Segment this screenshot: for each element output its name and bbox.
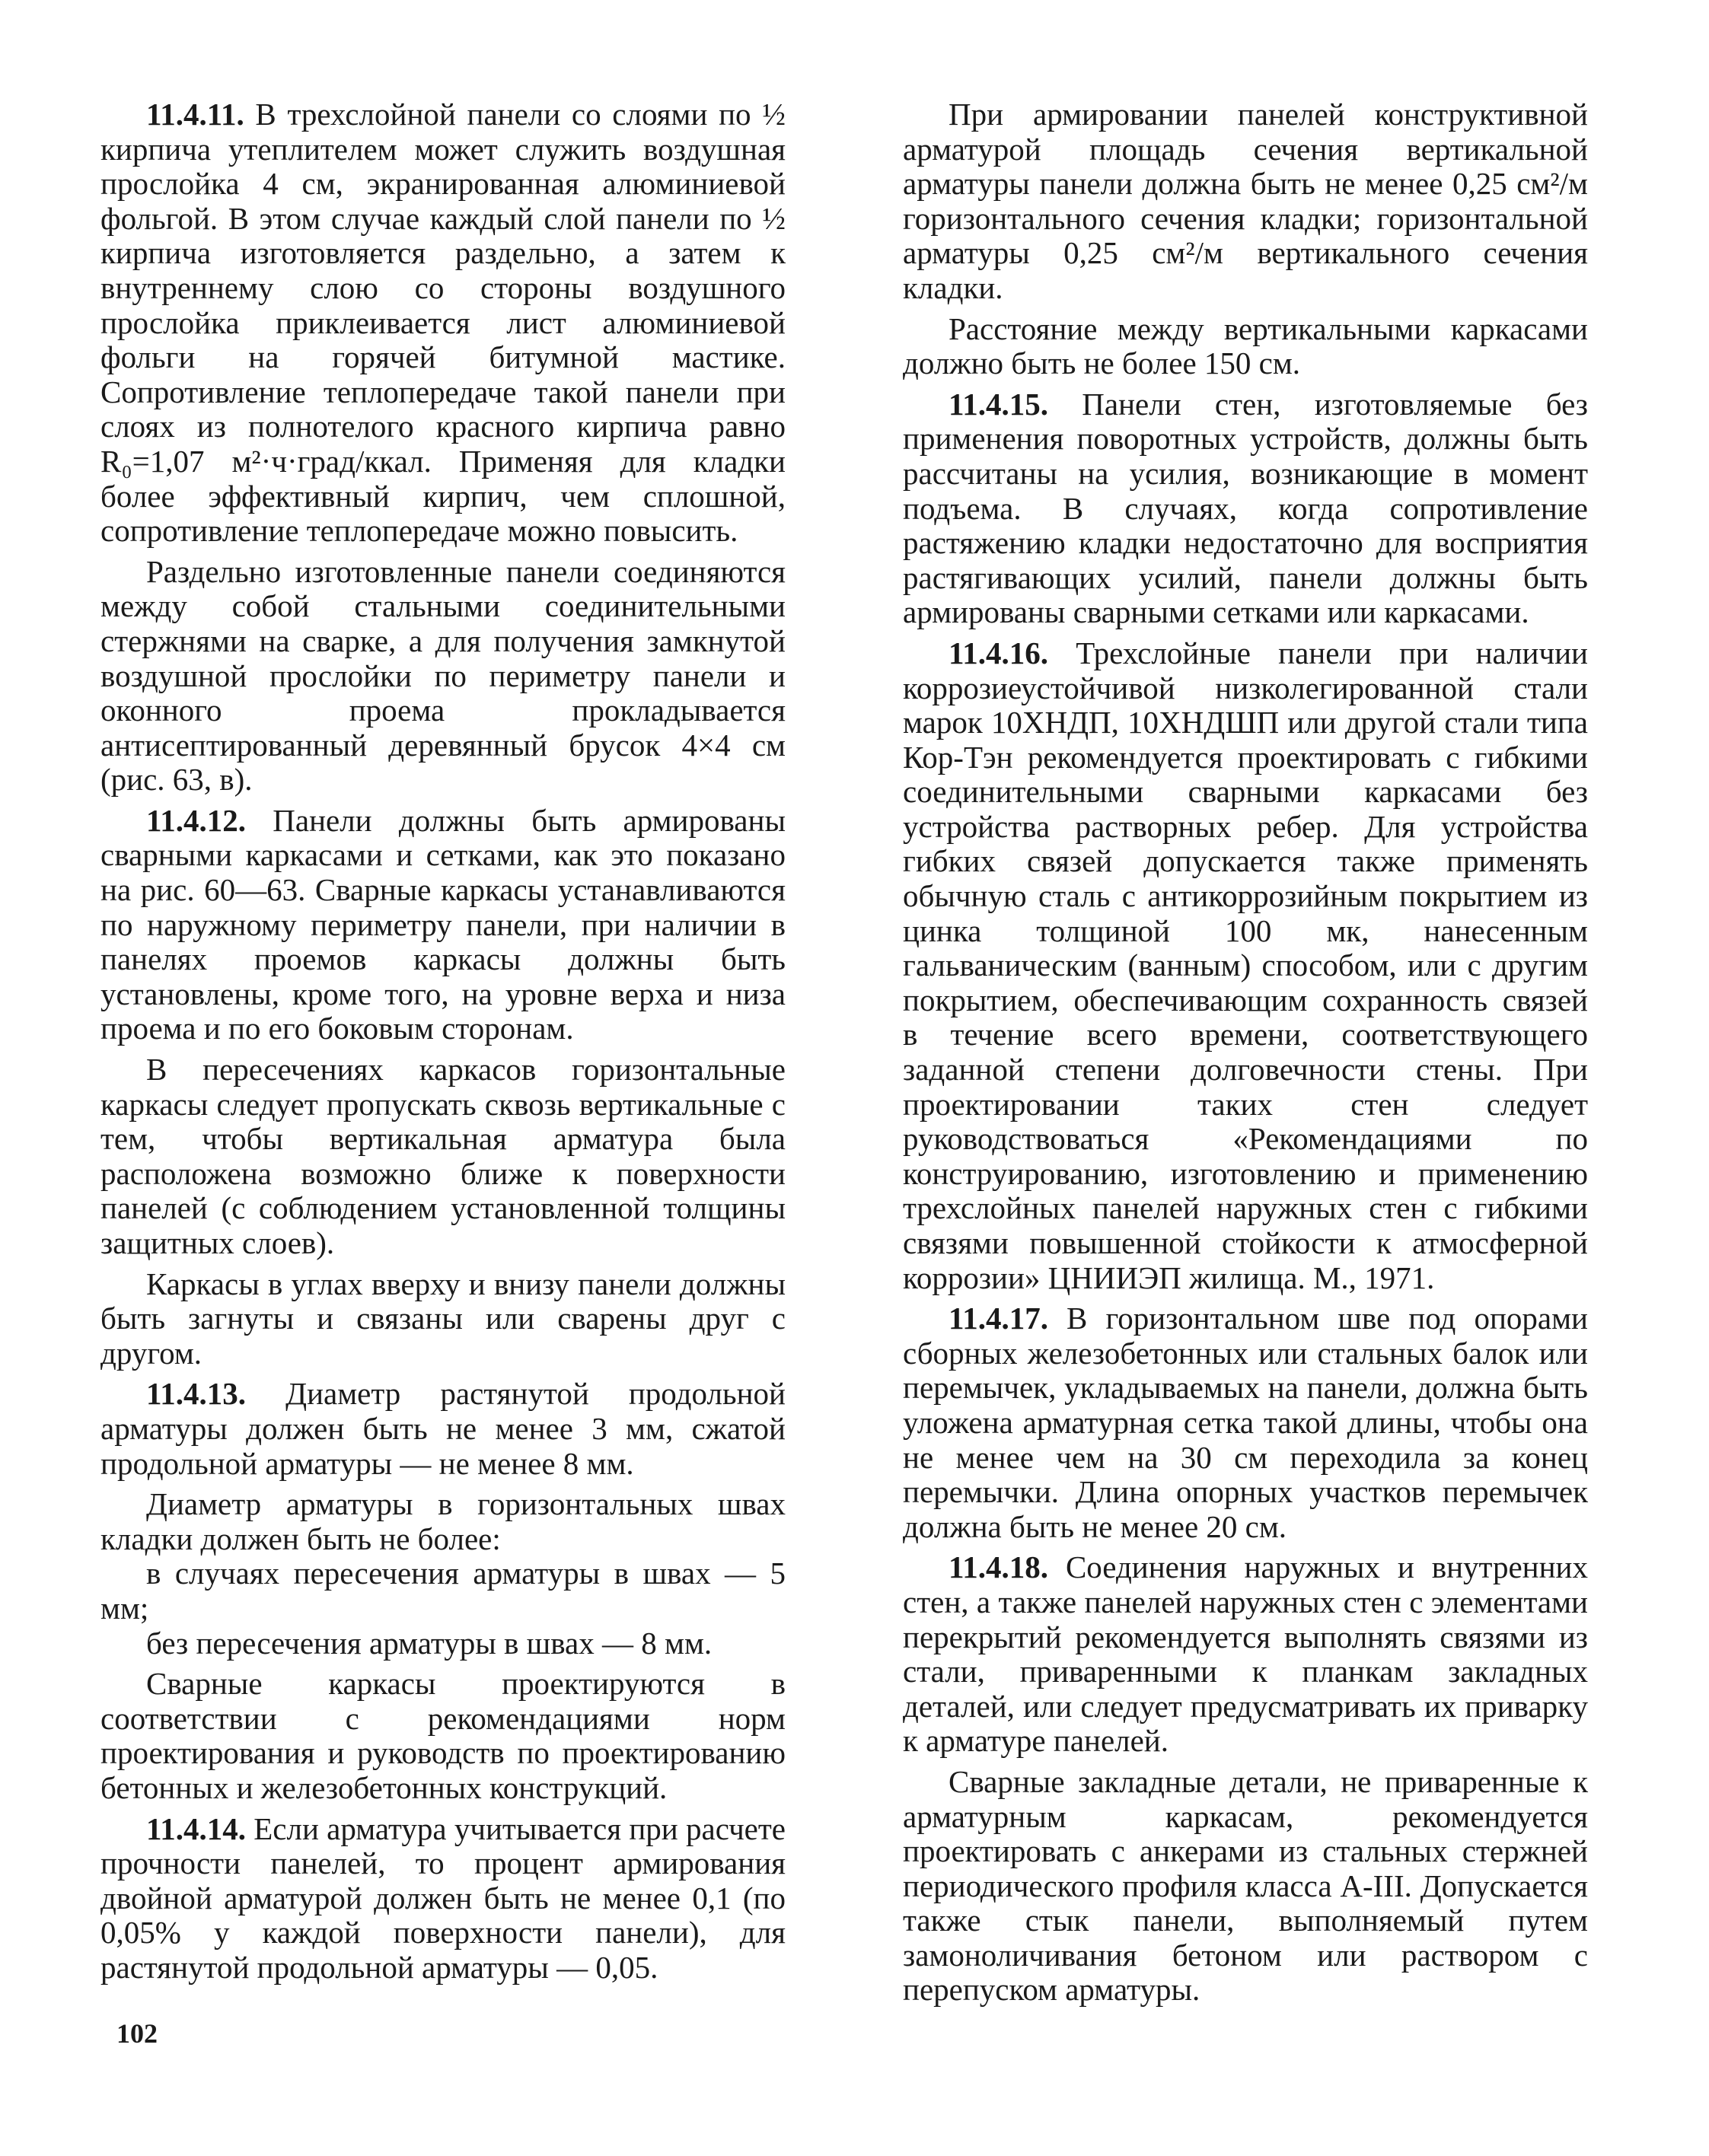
section-number: 11.4.18. — [949, 1549, 1048, 1585]
paragraph-text: В трехслойной панели со слоями по ½ кирпича утеплителем может служить воздушная прослойка 4 см, экранированная алюминиевой фольгой. В этом случае каждый слой панели по ½ кирпича изготовляется раздельно, а затем к внутреннему слою со стороны воздушного прослойка приклеивается лист алюминиевой фольги на горячей битумной мастике. Сопротивление теплопередаче такой панели при слоях из полнотелого красного кирпича равно R₀=1,07 м²·ч·град/ккал. Применяя для кладки более эффективный кирпич, чем сплошной, сопротивление теплопередаче можно повысить. — [100, 97, 786, 549]
paragraph-text: Если арматура учитывается при расчете прочности панелей, то процент армирования двойной арматурой должен быть не менее 0,1 (по 0,05% у каждой поверхности панели), для растянутой продольной арматуры — 0,05. — [100, 1810, 786, 1985]
right-column — [903, 97, 1588, 2014]
paragraph-text: Трехслойные панели при наличии коррозиеустойчивой низколегированной стали марок 10ХНДП, 10ХНДШП или другой стали типа Кор-Тэн рекомендуется проектировать с гибкими соединительными сварными каркасами без устройства растворных ребер. Для устройства гибких связей допускается также применять обычную сталь с антикоррозийным покрытием из цинка толщиной 100 мк, нанесенным гальваническим (ванным) способом, или с другим покрытием, обеспечивающим сохранность связей в течение всего времени, соответствующего заданной степени долговечности стены. При проектировании таких стен следует руководствоваться «Рекомендациями по конструированию, изготовлению и применению трехслойных панелей наружных стен с гибкими связями повышенной стойкости к атмосферной коррозии» ЦНИИЭП жилища. М., 1971. — [903, 635, 1588, 1295]
paragraph-text: Панели стен, изготовляемые без применения поворотных устройств, должны быть рассчитаны на усилия, возникающие в момент подъема. В случаях, когда сопротивление растяжению кладки недостаточно для восприятия растягивающих усилий, панели должны быть армированы сварными сетками или каркасами. — [903, 386, 1588, 630]
paragraph — [903, 1301, 1588, 1544]
paragraph — [903, 387, 1588, 630]
paragraph-text: в случаях пересечения арматуры в швах — 5 мм; — [100, 1556, 786, 1626]
paragraph — [100, 555, 786, 798]
section-number: 11.4.14. — [146, 1810, 246, 1846]
paragraph-text: Панели должны быть армированы сварными каркасами и сетками, как это показано на рис. 60—63. Сварные каркасы устанавливаются по наружному периметру панели, при наличии в панелях проемов каркасы должны быть установлены, кроме того, на уровне верха и низа проема и по его боковым сторонам. — [100, 802, 786, 1046]
paragraph — [100, 804, 786, 1046]
paragraph — [100, 97, 786, 549]
paragraph — [100, 1267, 786, 1371]
paragraph-text: В пересечениях каркасов горизонтальные каркасы следует пропускать сквозь вертикальные с тем, чтобы вертикальная арматура была расположена возможно ближе к поверхности панелей (с соблюдением установленной толщины защитных слоев). — [100, 1052, 786, 1260]
paragraph-text: При армировании панелей конструктивной арматурой площадь сечения вертикальной арматуры панели должна быть не менее 0,25 см²/м горизонтального сечения кладки; горизонтальной арматуры 0,25 см²/м вертикального сечения кладки. — [903, 97, 1588, 305]
paragraph-text: Соединения наружных и внутренних стен, а также панелей наружных стен с элементами перекрытий рекомендуется выполнять связями из стали, приваренными к планкам закладных деталей, или следует предусматривать их приварку к арматуре панелей. — [903, 1549, 1588, 1759]
paragraph-text: без пересечения арматуры в швах — 8 мм. — [146, 1625, 713, 1661]
paragraph-text: Сварные закладные детали, не приваренные к арматурным каркасам, рекомендуется проектировать с анкерами из стальных стержней периодического профиля класса А-III. Допускается также стык панели, выполняемый путем замоноличивания бетоном или раствором с перепуском арматуры. — [903, 1763, 1588, 2008]
paragraph — [903, 1550, 1588, 1759]
paragraph-text: В горизонтальном шве под опорами сборных железобетонных или стальных балок или перемычек, укладываемых на панели, должна быть уложена арматурная сетка такой длины, чтобы она не менее чем на 30 см переходила за конец перемычки. Длина опорных участков перемычек должна быть не менее 20 см. — [903, 1301, 1588, 1544]
paragraph — [100, 1812, 786, 1986]
paragraph-text: Сварные каркасы проектируются в соответствии с рекомендациями норм проектирования и руководств по проектированию бетонных и железобетонных конструкций. — [100, 1666, 786, 1805]
section-number: 11.4.13. — [146, 1376, 246, 1412]
paragraph-text: Раздельно изготовленные панели соединяются между собой стальными соединительными стержнями на сварке, а для получения замкнутой воздушной прослойки по периметру панели и оконного проема прокладывается антисептированный деревянный брусок 4×4 см (рис. 63, в). — [100, 553, 786, 798]
paragraph-text: Каркасы в углах вверху и внизу панели должны быть загнуты и связаны или сварены друг с другом. — [100, 1266, 786, 1371]
paragraph — [100, 1556, 786, 1626]
section-number: 11.4.15. — [949, 386, 1048, 422]
section-number: 11.4.11. — [146, 97, 244, 132]
paragraph — [100, 1667, 786, 1805]
paragraph — [100, 1377, 786, 1481]
paragraph-text: Диаметр арматуры в горизонтальных швах кладки должен быть не более: — [100, 1486, 786, 1556]
paragraph — [903, 636, 1588, 1295]
section-number: 11.4.17. — [949, 1301, 1048, 1336]
paragraph — [903, 312, 1588, 381]
paragraph — [100, 1487, 786, 1556]
paragraph — [903, 97, 1588, 306]
paragraph — [100, 1053, 786, 1261]
paragraph — [903, 1765, 1588, 2008]
section-number: 11.4.12. — [146, 802, 246, 838]
left-column — [100, 97, 786, 1991]
page-number: 102 — [116, 2018, 158, 2049]
paragraph-text: Расстояние между вертикальными каркасами должно быть не более 150 см. — [903, 311, 1588, 381]
paragraph-text: Диаметр растянутой продольной арматуры должен быть не менее 3 мм, сжатой продольной арматуры — не менее 8 мм. — [100, 1376, 786, 1481]
paragraph — [100, 1626, 786, 1661]
section-number: 11.4.16. — [949, 635, 1048, 670]
